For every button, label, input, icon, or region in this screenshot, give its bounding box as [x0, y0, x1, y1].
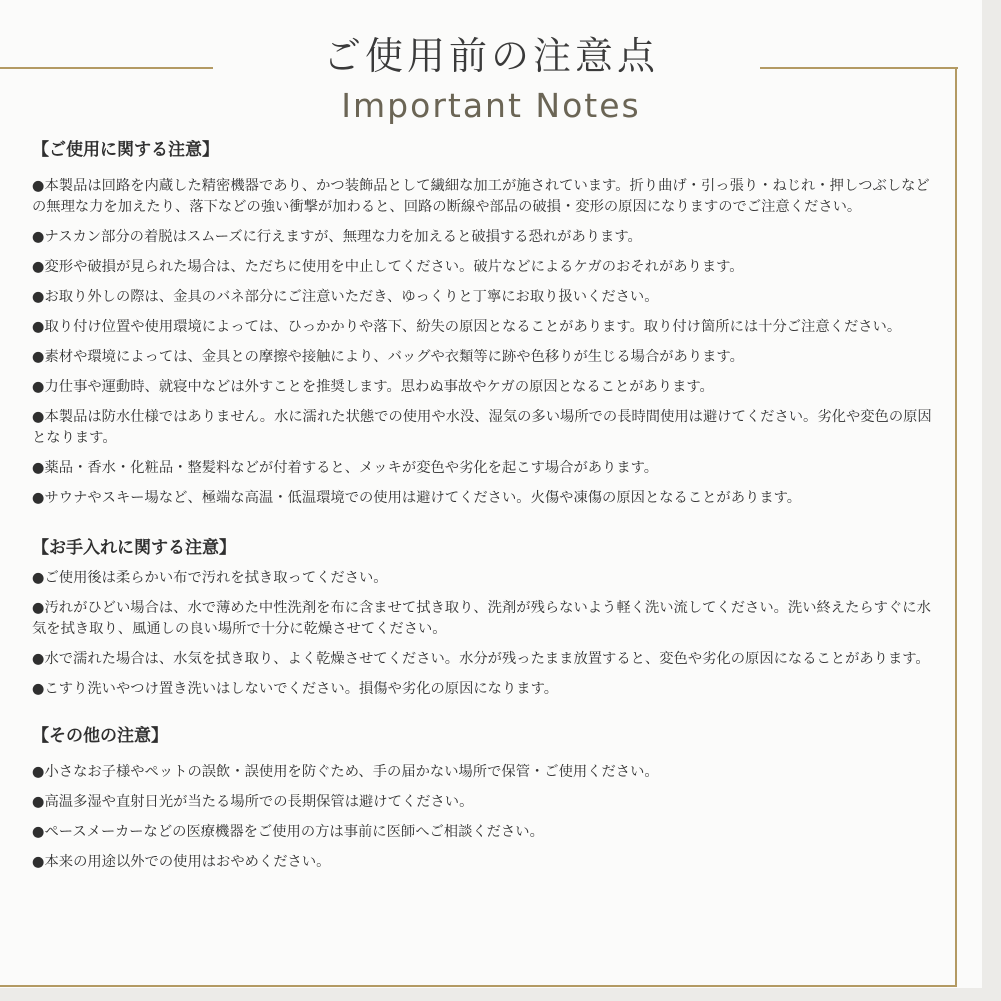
list-item: ●ナスカン部分の着脱はスムーズに行えますが、無理な力を加えると破損する恐れがあります。: [32, 229, 642, 245]
list-item: ●本来の用途以外での使用はおやめください。: [32, 854, 331, 870]
list-item: ●汚れがひどい場合は、水で薄めた中性洗剤を布に含ませて拭き取り、洗剤が残らないよう軽く洗い流してください。洗い終えたらすぐに水気を拭き取り、風通しの良い場所で十分に乾燥させてください。: [32, 600, 931, 637]
notes-content: [32, 138, 944, 882]
list-item: ●ご使用後は柔らかい布で汚れを拭き取ってください。: [32, 570, 388, 586]
care-notes-list: [32, 568, 944, 700]
page-subtitle: Important Notes: [341, 86, 641, 125]
section-heading-other: 【その他の注意】: [32, 726, 168, 746]
list-item: ●素材や環境によっては、金具との摩擦や接触により、バッグや衣類等に跡や色移りが生じる場合があります。: [32, 349, 744, 365]
list-item: ●高温多湿や直射日光が当たる場所での長期保管は避けてください。: [32, 794, 474, 810]
list-item: ●力仕事や運動時、就寝中などは外すことを推奨します。思わぬ事故やケガの原因となることがあります。: [32, 379, 714, 395]
list-item: ●変形や破損が見られた場合は、ただちに使用を中止してください。破片などによるケガのおそれがあります。: [32, 259, 744, 275]
list-item: ●薬品・香水・化粧品・整髪料などが付着すると、メッキが変色や劣化を起こす場合があります。: [32, 460, 659, 476]
section-heading-care: 【お手入れに関する注意】: [32, 538, 236, 558]
usage-notes-list: [32, 176, 944, 509]
list-item: ●本製品は防水仕様ではありません。水に濡れた状態での使用や水没、湿気の多い場所での長時間使用は避けてください。劣化や変色の原因となります。: [32, 409, 932, 446]
list-item: ●水で濡れた場合は、水気を拭き取り、よく乾燥させてください。水分が残ったまま放置すると、変色や劣化の原因になることがあります。: [32, 651, 930, 667]
list-item: ●小さなお子様やペットの誤飲・誤使用を防ぐため、手の届かない場所で保管・ご使用ください。: [32, 764, 659, 780]
list-item: ●こすり洗いやつけ置き洗いはしないでください。損傷や劣化の原因になります。: [32, 681, 559, 697]
list-item: ●ペースメーカーなどの医療機器をご使用の方は事前に医師へご相談ください。: [32, 824, 544, 840]
section-heading-usage: 【ご使用に関する注意】: [32, 140, 219, 160]
list-item: ●お取り外しの際は、金具のバネ部分にご注意いただき、ゆっくりと丁寧にお取り扱いください。: [32, 289, 659, 305]
list-item: ●サウナやスキー場など、極端な高温・低温環境での使用は避けてください。火傷や凍傷の原因となることがあります。: [32, 490, 802, 506]
list-item: ●本製品は回路を内蔵した精密機器であり、かつ装飾品として繊細な加工が施されています。折り曲げ・引っ張り・ねじれ・押しつぶしなどの無理な力を加えたり、落下などの強い衝撃が加わると、回路の断線や部品の破損・変形の原因になりますのでご注意ください。: [32, 178, 930, 215]
list-item: ●取り付け位置や使用環境によっては、ひっかかりや落下、紛失の原因となることがあります。取り付け箇所には十分ご注意ください。: [32, 319, 902, 335]
other-notes-list: [32, 762, 944, 873]
page-title: ご使用前の注意点: [322, 34, 659, 78]
